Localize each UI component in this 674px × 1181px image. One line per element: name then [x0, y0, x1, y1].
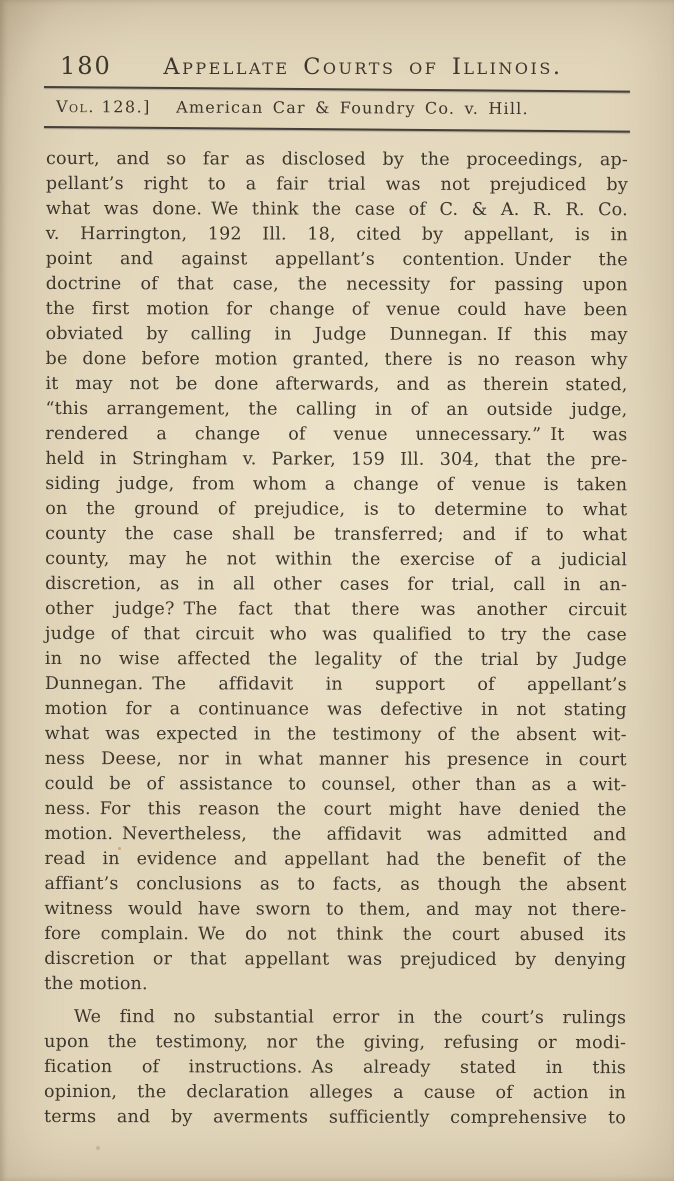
text-line: discretion or that appellant was prejudiced by denying [44, 948, 627, 971]
text-line: read in evidence and appellant had the benefit of the [44, 848, 627, 871]
text-line: v. Harrington, 192 Ill. 18, cited by appellant, is in [45, 223, 628, 246]
text-line: Dunnegan. The affidavit in support of appellant’s [44, 673, 627, 696]
text-line: other judge? The fact that there was another circuit [45, 598, 628, 621]
text-line: in no wise affected the legality of the trial by Judge [44, 648, 627, 671]
text-line: affiant’s conclusions as to facts, as though the absent [44, 873, 627, 896]
text-line: upon the testimony, nor the giving, refusing or modi- [44, 1031, 627, 1054]
text-line: the first motion for change of venue could have been [45, 298, 628, 321]
case-title: American Car & Foundry Co. v. Hill. [176, 97, 529, 119]
text-line: opinion, the declaration alleges a cause of action in [43, 1081, 627, 1104]
text-line: on the ground of prejudice, is to determine to what [45, 498, 628, 521]
text-line: point and against appellant’s contention. Under the [45, 248, 628, 271]
text-line: what was done. We think the case of C. & A. R. R. Co. [45, 198, 628, 221]
text-line: fore complain. We do not think the court abused its [44, 923, 627, 946]
volume-row [46, 88, 628, 129]
page-header [46, 0, 628, 128]
text-line: what was expected in the testimony of the absent wit- [44, 723, 627, 746]
text-line: county the case shall be transferred; and if to what [45, 523, 628, 546]
paragraph-1 [44, 147, 628, 998]
text-line: be done before motion granted, there is no reason why [45, 348, 628, 371]
text-line: the motion. [44, 973, 148, 995]
text-line: terms and by averments sufficiently comprehensive to [43, 1106, 626, 1129]
text-line: “this arrangement, the calling in of an outside judge, [45, 398, 628, 421]
opinion-text [44, 147, 628, 1131]
text-line: motion for a continuance was defective in not stating [44, 698, 627, 721]
text-line: ness. For this reason the court might have denied the [44, 798, 627, 821]
text-line: held in Stringham v. Parker, 159 Ill. 304, that the pre- [45, 448, 628, 471]
running-head-row [46, 0, 628, 86]
text-line: rendered a change of venue unnecessary.” It was [45, 423, 628, 446]
text-line: county, may he not within the exercise of a judicial [45, 548, 628, 571]
text-line: judge of that circuit who was qualified to try the case [44, 623, 627, 646]
text-line: court, and so far as disclosed by the proceedings, ap- [45, 149, 628, 171]
volume-label: Vol. 128.] [55, 97, 151, 117]
text-line: siding judge, from whom a change of venue is taken [45, 473, 628, 496]
text-line: motion. Nevertheless, the affidavit was admitted and [44, 823, 627, 846]
scan-speck [96, 1146, 100, 1150]
text-line: discretion, as in all other cases for trial, call in an- [45, 573, 628, 596]
text-line: ness Deese, nor in what manner his presence in court [44, 748, 627, 771]
running-title: Appellate Courts of Illinois. [163, 54, 563, 80]
text-line: it may not be done afterwards, and as therein stated, [45, 373, 628, 396]
paragraph-2 [44, 1005, 626, 1131]
text-line: pellant’s right to a fair trial was not prejudiced by [45, 173, 628, 196]
text-line: We find no substantial error in the court’s rulings [73, 1007, 627, 1029]
text-line: fication of instructions. As already stated in this [44, 1056, 627, 1079]
text-line: doctrine of that case, the necessity for passing upon [45, 273, 628, 296]
text-line: could be of assistance to counsel, other than as a wit- [44, 773, 627, 796]
text-line: witness would have sworn to them, and may not there- [44, 898, 627, 921]
page-content [43, 0, 628, 1130]
text-line: obviated by calling in Judge Dunnegan. If this may [45, 323, 628, 346]
page-number: 180 [60, 52, 112, 80]
